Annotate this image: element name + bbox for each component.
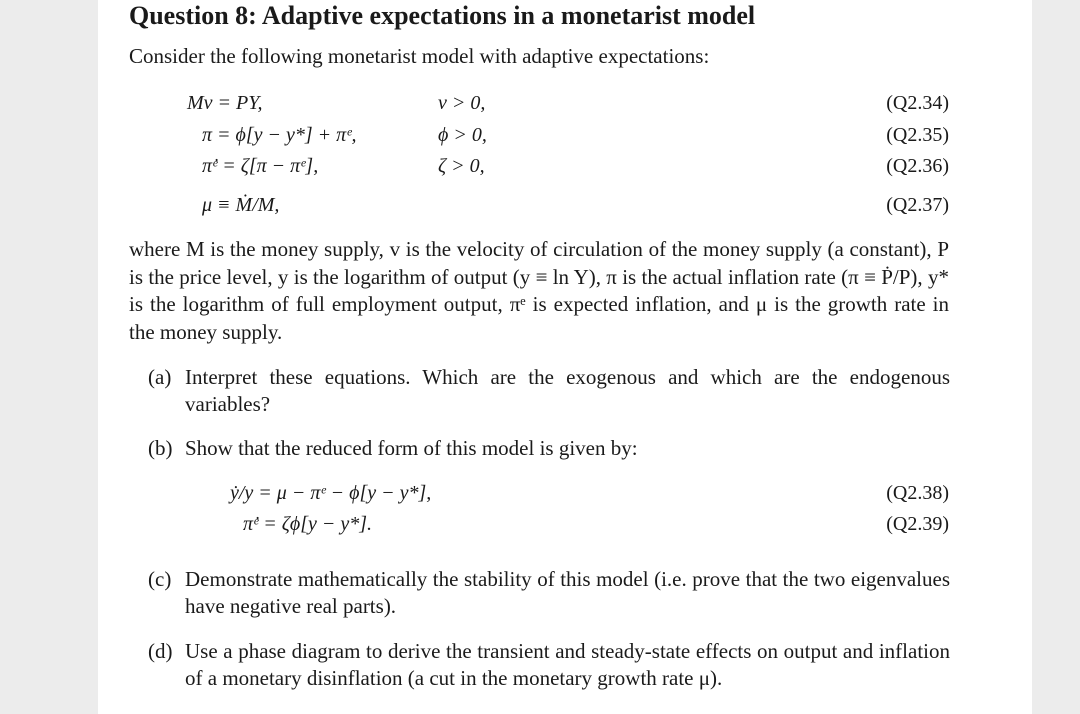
part-d xyxy=(148,638,950,692)
equation-number: (Q2.37) xyxy=(886,194,949,216)
equation-row xyxy=(98,513,1032,543)
equation-lhs: ẏ/y = μ − πᵉ − ϕ[y − y*], xyxy=(230,482,432,504)
equation-row xyxy=(98,194,1032,224)
part-text: Use a phase diagram to derive the transient and steady-state effects on output and inflation of a monetary disinflation (a cut in the monetary growth rate μ). xyxy=(185,639,950,690)
intro-text: Consider the following monetarist model with adaptive expectations: xyxy=(129,44,710,68)
part-label: (b) xyxy=(148,436,173,460)
equation-number: (Q2.36) xyxy=(886,155,949,177)
equation-lhs: π̇ᵉ = ζ[π − πᵉ], xyxy=(202,155,319,177)
part-label: (d) xyxy=(148,639,173,663)
equation-condition: ϕ > 0, xyxy=(438,124,487,146)
part-text: Show that the reduced form of this model is given by: xyxy=(185,436,638,460)
part-c xyxy=(148,566,950,620)
document-page xyxy=(98,0,1032,714)
part-a xyxy=(148,364,950,418)
equation-number: (Q2.34) xyxy=(886,92,949,114)
part-text: Demonstrate mathematically the stability of this model (i.e. prove that the two eigenvalues have negative real parts). xyxy=(185,567,950,618)
equation-row xyxy=(98,124,1032,154)
equation-lhs: Mv = PY, xyxy=(187,92,263,114)
part-label: (a) xyxy=(148,365,172,389)
part-b xyxy=(148,435,950,462)
equation-row xyxy=(98,92,1032,122)
equation-number: (Q2.39) xyxy=(886,513,949,535)
definitions-paragraph: where M is the money supply, v is the velocity of circulation of the money supply (a constant), P is the price level, y is the logarithm of output (y ≡ ln Y), π is the actual inflation rate (π ≡ Ṗ/P), y* is the logarithm of full employment output, πᵉ is expected inflation, and μ is the growth rate in the money supply. xyxy=(129,237,949,344)
equation-lhs: μ ≡ Ṁ/M, xyxy=(202,194,280,216)
equation-lhs: π = ϕ[y − y*] + πᵉ, xyxy=(202,124,357,146)
equation-condition: v > 0, xyxy=(438,92,486,114)
equation-condition: ζ > 0, xyxy=(438,155,485,177)
part-label: (c) xyxy=(148,567,172,591)
equation-row xyxy=(98,482,1032,512)
question-title: Question 8: Adaptive expectations in a monetarist model xyxy=(129,1,756,30)
part-text: Interpret these equations. Which are the exogenous and which are the endogenous variables? xyxy=(185,365,950,416)
equation-lhs: π̇ᵉ = ζϕ[y − y*]. xyxy=(243,513,373,535)
equation-number: (Q2.38) xyxy=(886,482,949,504)
equation-number: (Q2.35) xyxy=(886,124,949,146)
equation-row xyxy=(98,155,1032,185)
